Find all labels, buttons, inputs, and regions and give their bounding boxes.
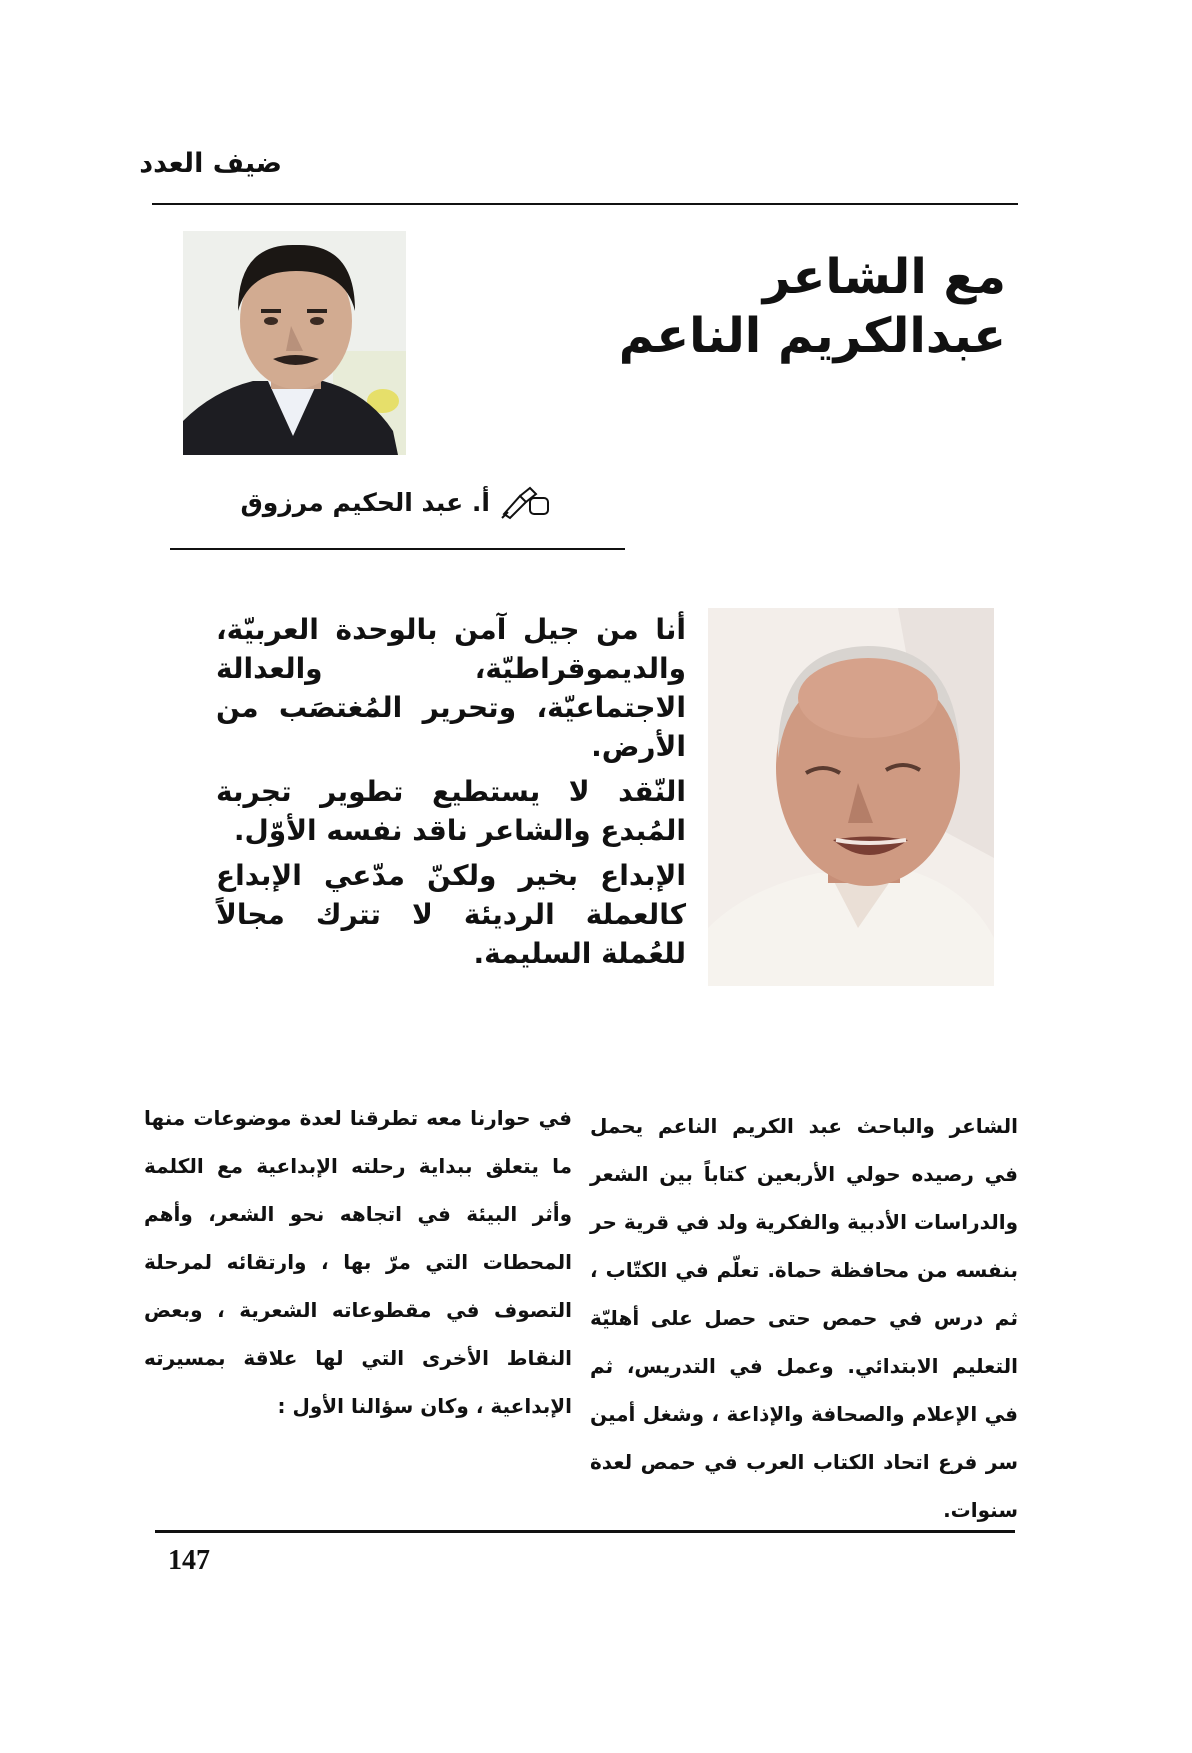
byline (240, 484, 552, 520)
body-column-left: في حوارنا معه تطرقنا لعدة موضوعات منها ما يتعلق ببداية رحلته الإبداعية مع الكلمة وأثر البيئة في اتجاهه نحو الشعر، وأهم المحطات التي مرّ بها ، وارتقائه لمرحلة التصوف في مقطوعاته الشعرية ، وبعض النقاط الأخرى التي لها علاقة بمسيرته الإبداعية ، وكان سؤالنا الأول : (144, 1106, 572, 1418)
title-line-2: عبدالكريم الناعم (618, 308, 1006, 365)
section-label: ضيف العدد (139, 148, 282, 179)
quote-2: النّقد لا يستطيع تطوير تجربة المُبدع والشاعر ناقد نفسه الأوّل. (216, 775, 686, 847)
header-rule (152, 203, 1018, 205)
article-title (546, 248, 1006, 366)
poet-photo (708, 608, 994, 986)
byline-rule (170, 548, 625, 550)
body-column-right: الشاعر والباحث عبد الكريم الناعم يحمل في رصيده حولي الأربعين كتاباً بين الشعر والدراسات الأدبية والفكرية ولد في قرية حر بنفسه من محافظة حماة. تعلّم في الكتّاب ، ثم درس في حمص حتى حصل على أهليّة التعليم الابتدائي. وعمل في التدريس، ثم في الإعلام والصحافة والإذاعة ، وشغل أمين سر فرع اتحاد الكتاب العرب في حمص لعدة سنوات. (590, 1114, 1018, 1522)
writing-hand-icon (500, 484, 552, 520)
quote-1: أنا من جيل آمن بالوحدة العربيّة، والديموقراطيّة، والعدالة الاجتماعيّة، وتحرير المُغتصَب من الأرض. (216, 613, 686, 763)
author-name: أ. عبد الحكيم مرزوق (240, 487, 490, 517)
pull-quotes (216, 610, 686, 979)
quote-3: الإبداع بخير ولكنّ مدّعي الإبداع كالعملة الرديئة لا تترك مجالاً للعُملة السليمة. (216, 859, 686, 970)
author-photo (183, 231, 406, 455)
footer-rule (155, 1530, 1015, 1533)
page-number: 147 (168, 1545, 210, 1576)
title-line-1: مع الشاعر (762, 249, 1006, 305)
